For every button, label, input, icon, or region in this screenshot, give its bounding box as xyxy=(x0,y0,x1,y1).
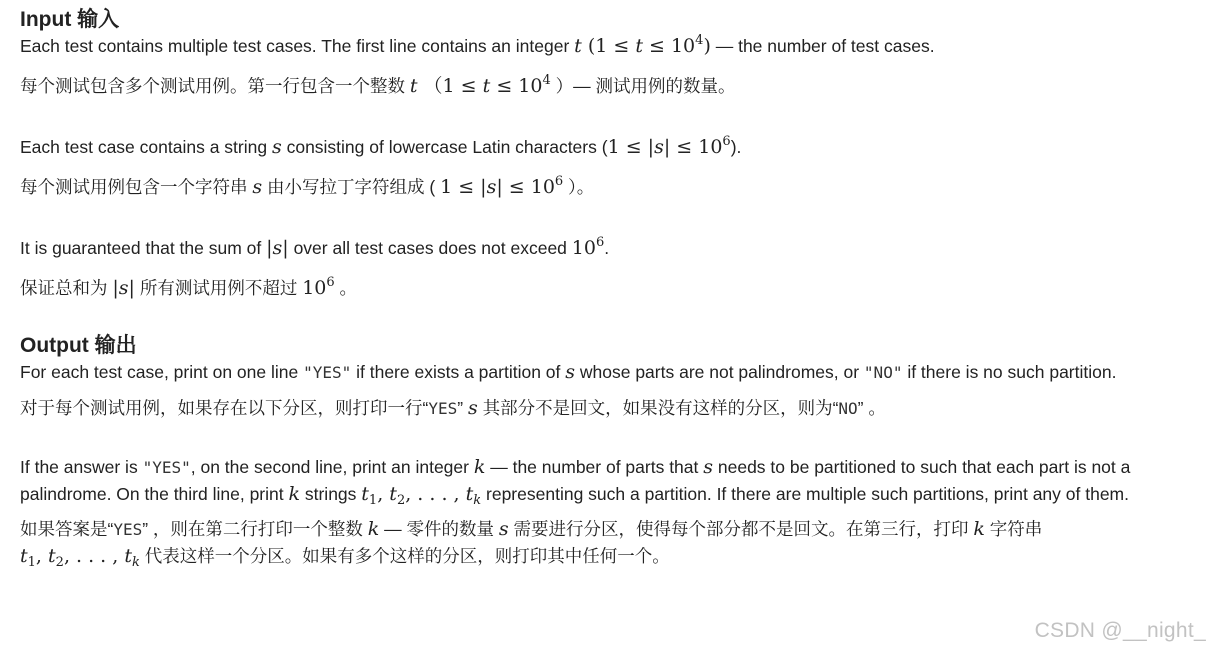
input-paragraph-3-en: It is guaranteed that the sum of |s| over all test cases does not exceed $10^6$. xyxy=(20,235,610,259)
input-paragraph-3-zh: 保证总和为 |s| 所有测试用例不超过 $10^6$ 。 xyxy=(20,275,358,299)
input-paragraph-1-zh: 每个测试包含多个测试用例。第一行包含一个整数 t （$1 \le t \le 10^4$ ）— 测试用例的数量。 xyxy=(20,73,736,97)
output-paragraph-1-en: For each test case, print on one line "YES" if there exists a partition of s whose parts are not palindromes, or "NO" if there is no such partition. xyxy=(20,361,1117,383)
output-paragraph-1-zh: 对于每个测试用例，如果存在以下分区，则打印一行“YES” s 其部分不是回文，如果没有这样的分区，则为“NO” 。 xyxy=(20,397,886,419)
csdn-watermark: CSDN @__night_ xyxy=(1034,619,1206,642)
input-title: Input 输入 xyxy=(20,8,120,31)
input-paragraph-1-en: Each test contains multiple test cases. The first line contains an integer t $(1 \le t \le 10^4)$ — the number of test cases. xyxy=(20,33,935,57)
input-paragraph-2-en: Each test case contains a string s consisting of lowercase Latin characters $(1 \le |s| \le 10^6)$. xyxy=(20,134,742,158)
output-paragraph-2-en: If the answer is "YES", on the second line, print an integer k — the number of parts that s needs to be partitioned to such that each part is not a palindrome. On the third line, print k strings $t_1$, $t_2$, . . . , $t_k$ representing such a partition. If there are multiple such partitions, print any of them. xyxy=(20,456,1131,508)
output-paragraph-2-zh: 如果答案是“YES” ，则在第二行打印一个整数 k — 零件的数量 s 需要进行分区，使得每个部分都不是回文。在第三行，打印 k 字符串 $t_1$, $t_2$, . . . , $t_k$ 代表这样一个分区。如果有多个这样的分区，则打印其中任何一个。 xyxy=(20,518,1043,570)
problem-statement xyxy=(20,0,1208,569)
output-title: Output 输出 xyxy=(20,334,137,357)
input-paragraph-2-zh: 每个测试用例包含一个字符串 s 由小写拉丁字符组成 ( $1 \le |s| \le 10^6$ ）。 xyxy=(20,174,595,198)
